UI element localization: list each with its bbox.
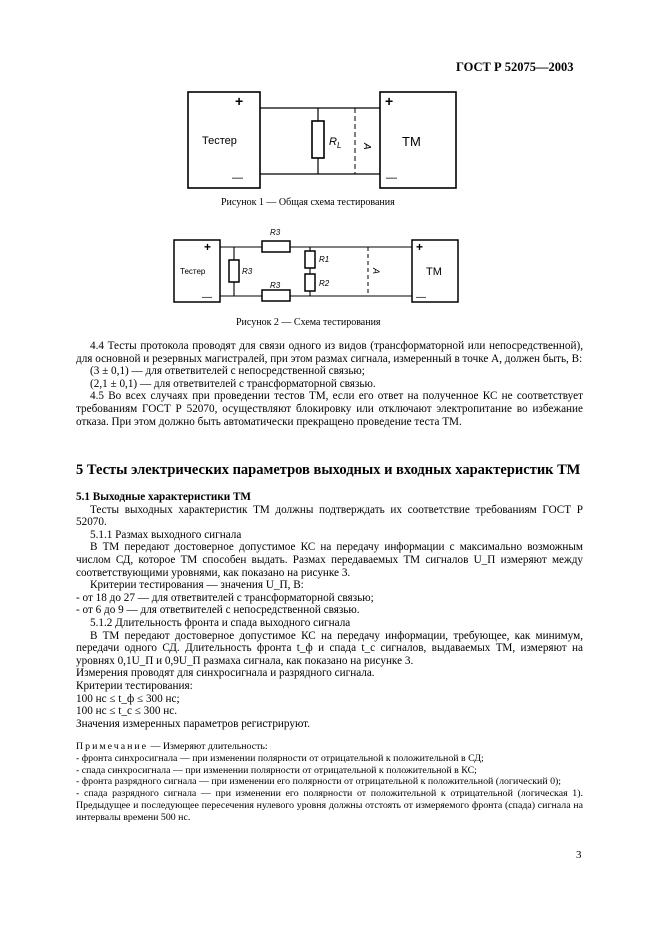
document-code: ГОСТ Р 52075—2003 [456, 60, 574, 74]
fig2-label-bottom: R3 [270, 281, 281, 290]
note-block [76, 741, 583, 824]
fig2-label-left: R3 [242, 267, 253, 276]
criteria-1: Критерии тестирования — значения U_П, В: [90, 579, 304, 592]
paragraph-5-1-2: В ТМ передают достоверное допустимое КС на передачу информации, требующее, как минимум, передачи одного СД. Длительность фронта t_ф и спада t_с сигналов, выдаваемых ТМ, измеряют на уровнях 0,1U_П и 0,9U_П размаха сигнала, как показано на рисунке 3. [76, 629, 583, 667]
criteria-2: Критерии тестирования: [76, 679, 193, 692]
svg-text:RL [329, 136, 341, 150]
fig2-resistor-top [262, 241, 290, 252]
fig2-tester-label: Тестер [180, 267, 206, 276]
figure-2-caption: Рисунок 2 — Схема тестирования [236, 317, 381, 328]
note-item-a: - фронта синхросигнала — при изменении полярности от отрицательной к положительной в СД; [76, 752, 484, 764]
paragraph-4-4: 4.4 Тесты протокола проводят для связи одного из видов (трансформаторной или непосредственной), для основной и резервных магистралей, при этом размах сигнала, измеренный в точке A, должен быть, В: [76, 340, 583, 365]
note-item-b: - спада синхросигнала — при изменении полярности от отрицательной к положительной в КС; [76, 764, 477, 776]
fig2-label-r2: R2 [319, 279, 330, 288]
fig2-resistor-r2 [305, 274, 315, 291]
figure-2-diagram [168, 220, 468, 312]
fig1-point-a: А [361, 143, 372, 150]
paragraph-5-1: Тесты выходных характеристик ТМ должны подтверждать их соответствие требованиям ГОСТ Р 52070. [76, 503, 583, 529]
criteria-2-b: 100 нс ≤ t_с ≤ 300 нс. [76, 705, 177, 718]
fig1-resistor-sub: L [336, 141, 342, 150]
figure-1-diagram [180, 88, 480, 193]
paragraph-5-1-1: В ТМ передают достоверное допустимое КС на передачу информации с максимально возможным числом СД, которое ТМ способен выдать. Размах передаваемых ТМ сигналов U_П измеряют между соответствующими уровнями, как показано на рисунке 3. [76, 541, 583, 579]
criteria-1-a: - от 18 до 27 — для ответвителей с трансформаторной связью; [76, 591, 374, 604]
fig2-tm-label: ТМ [426, 266, 442, 278]
fig1-minus-left: — [232, 172, 243, 184]
criteria-2-a: 100 нс ≤ t_ф ≤ 300 нс; [76, 692, 180, 705]
registration-text: Значения измеренных параметров регистрируют. [76, 717, 311, 730]
criteria-1-b: - от 6 до 9 — для ответвителей с непосредственной связью. [76, 604, 360, 617]
figure-1-caption: Рисунок 1 — Общая схема тестирования [221, 197, 395, 208]
fig2-plus-right: + [416, 240, 424, 254]
fig2-minus-right: — [416, 292, 426, 303]
fig2-label-top: R3 [270, 228, 281, 237]
note-item-d: - спада разрядного сигнала — при изменении его полярности от положительной к отрицательной (логическая 1). Предыдущее и последующее пересечения нулевого уровня должны отстоять от измеряемого фронта (спада) сигнала на интервалы времени 500 нс. [76, 788, 583, 823]
subsection-5-1-title: 5.1 Выходные характеристики ТМ [76, 491, 251, 503]
fig1-resistor-label: R [329, 136, 337, 148]
fig1-tester-label: Тестер [202, 135, 237, 147]
measurements-text: Измерения проводят для синхросигнала и разрядного сигнала. [76, 667, 375, 680]
section-4-text [76, 340, 583, 428]
paragraph-4-5: 4.5 Во всех случаях при проведении тестов ТМ, если его ответ на полученное КС не соответствует требованиям ГОСТ Р 52070, осуществляют блокировку или отключают электропитание во избежание отказа. При этом должно быть автоматически прекращено проведение теста ТМ. [76, 390, 583, 428]
fig2-resistor-left [229, 260, 239, 282]
paragraph-4-4-line1: (3 ± 0,1) — для ответвителей с непосредственной связью; [90, 365, 365, 378]
fig2-resistor-bottom [262, 290, 290, 301]
subsection-5-1-1-title: 5.1.1 Размах выходного сигнала [90, 528, 242, 541]
note-title: Примечание [76, 741, 149, 752]
fig2-point-a: А [371, 268, 381, 275]
section-5-text [76, 491, 583, 730]
fig2-resistor-r1 [305, 251, 315, 268]
fig1-minus-right: — [386, 172, 397, 184]
paragraph-4-4-line2: (2,1 ± 0,1) — для ответвителей с трансформаторной связью. [90, 377, 376, 390]
note-item-c: - фронта разрядного сигнала — при изменении его полярности от отрицательной к положительной (логический 0); [76, 776, 562, 788]
fig2-plus-left: + [204, 240, 212, 254]
fig2-minus-left: — [202, 292, 212, 303]
page-number: 3 [576, 849, 582, 861]
fig1-plus-right: + [385, 93, 394, 109]
subsection-5-1-2-title: 5.1.2 Длительность фронта и спада выходного сигнала [90, 616, 351, 629]
note-intro: — Измеряют длительность: [148, 741, 268, 752]
fig2-label-r1: R1 [319, 255, 330, 264]
section-5-heading: 5 Тесты электрических параметров выходных и входных характеристик ТМ [76, 462, 581, 478]
resistor-rl [312, 121, 324, 158]
fig1-tm-label: ТМ [402, 134, 421, 149]
fig1-plus-left: + [235, 93, 244, 109]
